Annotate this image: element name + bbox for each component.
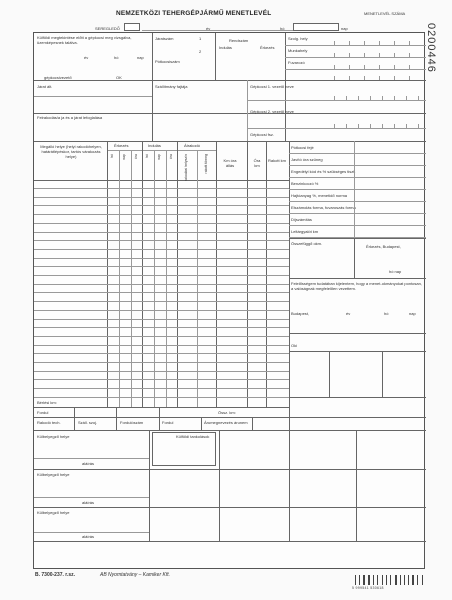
right-row[interactable]	[289, 165, 426, 166]
tl-gepkocsi: gépkocsivezető	[44, 75, 72, 80]
fuvar-label: Fuvarozó	[288, 60, 305, 65]
kulbelyezo2-label: Külbelyegző helye	[37, 472, 70, 477]
barcode-bar	[382, 575, 383, 585]
right-row-label: Leltárgyalót km	[291, 229, 319, 234]
alairas2: aláírás	[82, 500, 95, 505]
rule	[74, 407, 75, 430]
tick-mark	[379, 53, 380, 57]
erkezes-header: Érkezés	[114, 143, 129, 148]
tick-mark	[349, 41, 350, 45]
barcode-bar	[402, 575, 404, 585]
form-code: B. 7300-237. r.sz.	[35, 572, 76, 578]
barcode-bar	[400, 575, 401, 585]
ok-label: Oki	[291, 343, 297, 348]
sign-ho: hó	[384, 311, 389, 316]
gepkocsi1-label: Gépkocsi 1. vezető neve	[250, 84, 294, 89]
barcode-bar	[412, 575, 414, 585]
tl-felrakas: Felrakodás/a ja és a járat lefoglalása	[37, 115, 103, 120]
date-line	[142, 30, 302, 31]
right-row[interactable]	[289, 237, 426, 238]
serial-label: MENETLEVÉL SZÁMA	[364, 11, 406, 16]
tick-mark	[409, 53, 410, 57]
barcode-bar	[384, 575, 385, 585]
rule	[219, 430, 220, 541]
right-row-label: Hajtóanyag %, menetidő norma	[291, 193, 348, 198]
barcode-number: 5 999541 530618	[352, 586, 384, 590]
right-row-label: Díjszámítás	[291, 217, 312, 222]
form-title: NEMZETKÖZI TEHERGÉPJÁRMŰ MENETLEVÉL	[116, 10, 272, 17]
arumegnev: Árumegnevezés árunem	[204, 420, 248, 425]
erkezes-budapest: Érkezés, Budapest,	[366, 244, 401, 249]
tick-mark	[334, 41, 335, 45]
tick-mark	[370, 124, 371, 128]
tick-mark	[358, 96, 359, 100]
barcode-bar	[359, 575, 360, 585]
kulbelyezo3-label: Külbelyegző helye	[37, 510, 70, 515]
tick-mark	[379, 76, 380, 80]
serial-number: 0200446	[425, 23, 437, 73]
rule	[354, 238, 355, 278]
col-label: nap	[122, 154, 126, 160]
tick-mark	[358, 124, 359, 128]
table-row[interactable]	[34, 249, 289, 250]
tick-mark	[394, 65, 395, 69]
kezelo-box[interactable]	[124, 23, 140, 31]
table-row[interactable]	[34, 232, 289, 233]
right-row[interactable]	[289, 201, 426, 202]
rule	[289, 278, 426, 279]
right-row-label: Pótkocsi fejé	[291, 145, 314, 150]
rule	[289, 333, 426, 334]
kulfoldi-tankolasok-label: Külföldi tankolások	[176, 434, 210, 439]
berlet-label: Bérlési km:	[37, 400, 57, 405]
tick-mark	[409, 76, 410, 80]
tick-mark	[418, 124, 419, 128]
rule	[34, 507, 426, 508]
rendszam-label: Rendszám	[229, 38, 249, 43]
right-row[interactable]	[289, 153, 426, 154]
col-label: hó	[145, 154, 149, 158]
rule	[285, 45, 426, 46]
table-row[interactable]	[34, 397, 289, 398]
table-row[interactable]	[34, 371, 289, 372]
table-row[interactable]	[34, 336, 289, 337]
right-row-label: Javító óra szüneg	[291, 157, 323, 162]
col-label: óra	[134, 154, 138, 160]
szolg-label: Szolg. hely	[288, 36, 308, 41]
rule	[382, 351, 383, 397]
sign-nap: nap	[409, 311, 416, 316]
table-row[interactable]	[34, 301, 289, 302]
budapest-label: Budapest,	[291, 311, 310, 316]
barcode-bar	[390, 575, 391, 585]
rule	[149, 430, 150, 541]
rule	[289, 141, 290, 430]
km-ora-header: Km óra állás	[223, 158, 237, 168]
rule	[215, 33, 216, 80]
table-row[interactable]	[34, 345, 289, 346]
table-row[interactable]	[34, 284, 289, 285]
publisher: AB Nyomtatvány – Kamiker Kft.	[100, 572, 171, 578]
right-row[interactable]	[289, 225, 426, 226]
barcode-bar	[373, 575, 374, 585]
rule	[216, 141, 217, 407]
barcode-bar	[422, 575, 423, 585]
table-row[interactable]	[34, 388, 289, 389]
rule	[289, 351, 426, 352]
megallo-header: Megálló helye (helyi rakodóhelyen, határátlépéskor, tartós várakozás helye)	[40, 144, 102, 159]
rule	[247, 128, 426, 129]
barcode-bar	[423, 575, 425, 585]
potkocsi-label: Pótkocsiszám	[155, 59, 180, 64]
tick-mark	[364, 65, 365, 69]
rule	[34, 497, 149, 498]
sign-ev: év	[346, 311, 351, 316]
table-row[interactable]	[34, 292, 289, 293]
gepkocsi-fsz-label: Gépkocsi fsz.	[250, 132, 275, 137]
rule	[34, 458, 149, 459]
table-row[interactable]	[34, 197, 289, 198]
forduloszam: Fordulószám	[120, 420, 144, 425]
tick-mark	[379, 65, 380, 69]
rule	[34, 417, 426, 418]
rule	[247, 100, 426, 101]
right-row-label: Engedélyi kód és % szükséges tiszt.	[291, 169, 356, 174]
table-row[interactable]	[34, 327, 289, 328]
rakodo-tech: Rakodó tech.	[37, 420, 61, 425]
tick-mark	[334, 124, 335, 128]
tick-mark	[418, 96, 419, 100]
right-row[interactable]	[289, 213, 426, 214]
tick-mark	[334, 65, 335, 69]
table-row[interactable]	[34, 266, 289, 267]
tick-mark	[394, 41, 395, 45]
tl-ok: OK	[116, 75, 122, 80]
barcode-bar	[368, 575, 370, 585]
barcode-bar	[388, 575, 389, 585]
tick-mark	[334, 53, 335, 57]
rule	[201, 417, 202, 430]
tick-mark	[349, 76, 350, 80]
barcode-bar	[363, 575, 365, 585]
tick-mark	[370, 96, 371, 100]
tick-mark	[394, 124, 395, 128]
table-row[interactable]	[34, 258, 289, 259]
rule	[289, 430, 290, 541]
rule	[289, 238, 426, 239]
rule	[142, 141, 143, 407]
barcode-bar	[371, 575, 372, 585]
barcode-bar	[415, 575, 416, 585]
tick-mark	[394, 96, 395, 100]
table-row[interactable]	[34, 353, 289, 354]
barcode-bar	[374, 575, 376, 585]
fordul-col: Fordul	[162, 420, 174, 425]
tick-mark	[406, 96, 407, 100]
barcode	[355, 575, 425, 585]
osszefugg-label: Összefüggő okm.	[291, 241, 323, 246]
tick-mark	[382, 124, 383, 128]
barcode-bar	[379, 575, 381, 585]
rule	[34, 469, 426, 470]
tl-ho: hó	[114, 55, 119, 60]
rule	[34, 96, 152, 97]
rule	[266, 141, 267, 407]
col-label: óra	[169, 154, 173, 160]
rule	[356, 430, 357, 541]
table-row[interactable]	[34, 310, 289, 311]
barcode-bar	[377, 575, 378, 585]
alairas3: aláírás	[82, 534, 95, 539]
rule	[285, 57, 426, 58]
num1: 1	[199, 36, 202, 41]
tick-mark	[334, 76, 335, 80]
indulas-header: Indulás	[148, 143, 161, 148]
fordul-label: Fordul	[37, 410, 49, 415]
barcode-bar	[395, 575, 397, 585]
rule	[252, 417, 253, 430]
tl-nap: nap	[137, 55, 144, 60]
indulas-label: Indulás	[219, 45, 232, 50]
rule	[34, 407, 289, 408]
date-day-box[interactable]	[293, 23, 339, 31]
gepkocsi2-label: Gépkocsi 2. vezető neve	[250, 109, 294, 114]
rule	[34, 141, 426, 142]
table-row[interactable]	[34, 214, 289, 215]
tick-mark	[409, 41, 410, 45]
kulbelyezo1-label: Külbelyegző helye	[37, 434, 70, 439]
rule	[247, 80, 248, 141]
tick-mark	[346, 96, 347, 100]
rule	[107, 150, 216, 151]
table-row[interactable]	[34, 319, 289, 320]
table-row[interactable]	[34, 223, 289, 224]
felelosseg-text: Felelősségem tudatában kijelentem, hogy a menet-okmányokat pontosan, a valóságnak megfelelően vezettem.	[291, 281, 422, 291]
table-row[interactable]	[34, 205, 289, 206]
right-row-label: Elszámolás forma, fuvaroszás forma	[291, 205, 356, 210]
table-row[interactable]	[34, 275, 289, 276]
tick-mark	[334, 96, 335, 100]
date-ho: hó	[280, 26, 285, 31]
tick-mark	[364, 41, 365, 45]
szall-szoj: Száll. szoj.	[78, 420, 98, 425]
rule	[34, 80, 426, 81]
barcode-bar	[366, 575, 367, 585]
table-row[interactable]	[34, 240, 289, 241]
rule	[329, 351, 330, 397]
table-row[interactable]	[34, 188, 289, 189]
col-label: hó	[110, 154, 114, 158]
barcode-bar	[410, 575, 411, 585]
kezelo-label: SEREGLEDŐ	[95, 26, 120, 31]
barcode-bar	[392, 575, 394, 585]
munka-label: Munkahely	[288, 48, 308, 53]
rakott-km-header: Rakott km	[268, 158, 287, 163]
ora-km-header: Óra km	[253, 158, 261, 168]
ossz-km-label: Össz. km:	[218, 410, 236, 415]
barcode-bar	[355, 575, 356, 585]
tick-mark	[364, 53, 365, 57]
tick-mark	[346, 124, 347, 128]
rule	[177, 141, 178, 407]
rule	[107, 141, 108, 407]
alairas1: aláírás	[82, 461, 95, 466]
tick-mark	[364, 76, 365, 80]
rule	[34, 113, 426, 114]
barcode-bar	[386, 575, 388, 585]
jarmu-label: Járatszám	[155, 36, 174, 41]
tl-ev: év	[84, 55, 89, 60]
barcode-bar	[398, 575, 399, 585]
tick-mark	[349, 65, 350, 69]
rule	[34, 532, 149, 533]
rule	[34, 541, 426, 542]
right-row[interactable]	[289, 177, 426, 178]
barcode-bar	[357, 575, 359, 585]
num2: 2	[199, 49, 202, 54]
table-row[interactable]	[34, 362, 289, 363]
right-row[interactable]	[289, 189, 426, 190]
rule	[116, 407, 117, 430]
barcode-bar	[406, 575, 407, 585]
tl-jarat: Járat ált.	[37, 84, 53, 89]
tick-mark	[406, 124, 407, 128]
rule	[247, 141, 248, 407]
rule	[34, 180, 289, 181]
tick-mark	[394, 53, 395, 57]
barcode-bar	[404, 575, 405, 585]
tick-mark	[409, 65, 410, 69]
barcode-bar	[408, 575, 410, 585]
rule	[285, 69, 426, 70]
rule	[34, 430, 426, 431]
col-label: rakott tömeg	[204, 154, 208, 174]
date-nap: nap	[341, 26, 348, 31]
table-row[interactable]	[34, 379, 289, 380]
erkezes-label: Érkezés	[260, 45, 275, 50]
barcode-bar	[419, 575, 421, 585]
atrakodo-header: Átrakodó	[184, 143, 201, 148]
date-ev: év	[206, 26, 211, 31]
tick-mark	[394, 76, 395, 80]
tick-mark	[382, 96, 383, 100]
barcode-bar	[417, 575, 418, 585]
tankolas-box[interactable]	[152, 432, 216, 466]
ho-nap: hó nap	[389, 269, 402, 274]
rule	[152, 33, 153, 141]
kulfoldi-text: Külföldi megtekintése előtt a gépkocsi meg vizsgálva, üzemképesnek találva.	[37, 35, 132, 45]
col-label: rakodási helyszín	[184, 154, 188, 182]
barcode-bar	[361, 575, 362, 585]
main-frame	[33, 32, 425, 569]
rule	[159, 407, 160, 430]
szallitmany-label: Szállítmány fajtája	[155, 84, 188, 89]
right-row-label: Benzinkoczó %	[291, 181, 319, 186]
tick-mark	[349, 53, 350, 57]
col-label: nap	[157, 154, 161, 160]
tick-mark	[379, 41, 380, 45]
